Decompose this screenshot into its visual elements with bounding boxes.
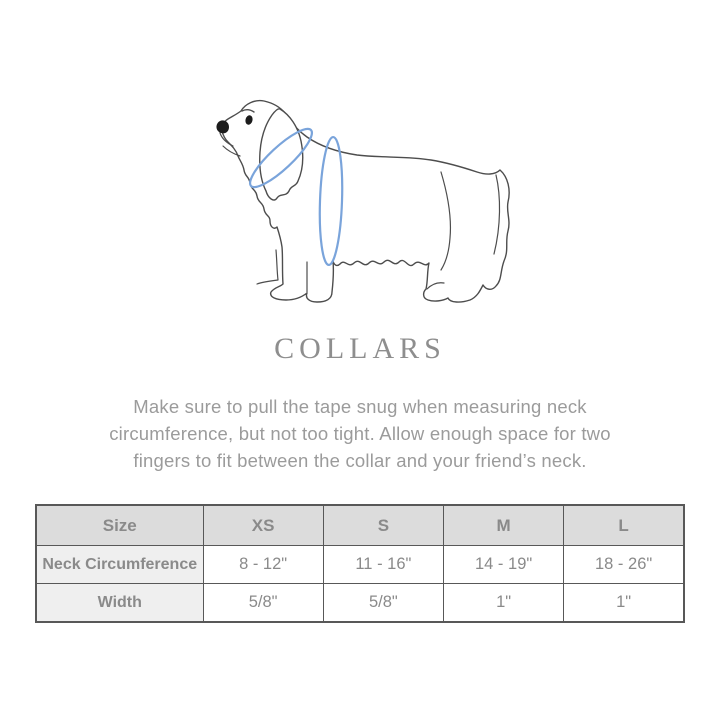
column-header-xs: XS	[203, 505, 323, 546]
width-value-s: 5/8"	[323, 584, 443, 623]
dog-nose	[216, 120, 229, 133]
measuring-instructions	[40, 393, 680, 474]
row-label-neck-circumference: Neck Circumference	[36, 546, 203, 584]
neck-value-s: 11 - 16"	[323, 546, 443, 584]
width-value-l: 1"	[564, 584, 684, 623]
instruction-line-2: circumference, but not too tight. Allow enough space for two	[109, 423, 611, 444]
dog-illustration	[0, 0, 720, 330]
column-header-size: Size	[36, 505, 203, 546]
girth-measure-tape-ellipse	[318, 137, 344, 266]
dog-brow-line	[242, 110, 254, 112]
width-value-xs: 5/8"	[203, 584, 323, 623]
neck-value-l: 18 - 26"	[564, 546, 684, 584]
table-header-row	[36, 505, 684, 546]
instruction-line-1: Make sure to pull the tape snug when measuring neck	[133, 396, 587, 417]
page-title: COLLARS	[274, 332, 446, 365]
size-chart-table	[35, 504, 685, 623]
width-value-m: 1"	[444, 584, 564, 623]
row-label-width: Width	[36, 584, 203, 623]
neck-value-m: 14 - 19"	[444, 546, 564, 584]
neck-value-xs: 8 - 12"	[203, 546, 323, 584]
dog-figure	[0, 0, 720, 330]
column-header-s: S	[323, 505, 443, 546]
dog-eye	[244, 114, 253, 125]
column-header-m: M	[444, 505, 564, 546]
column-header-l: L	[564, 505, 684, 546]
instruction-line-3: fingers to fit between the collar and your friend’s neck.	[133, 450, 587, 471]
dog-ear	[260, 109, 303, 200]
table-row-neck-circumference	[36, 546, 684, 584]
table-row-width	[36, 584, 684, 623]
